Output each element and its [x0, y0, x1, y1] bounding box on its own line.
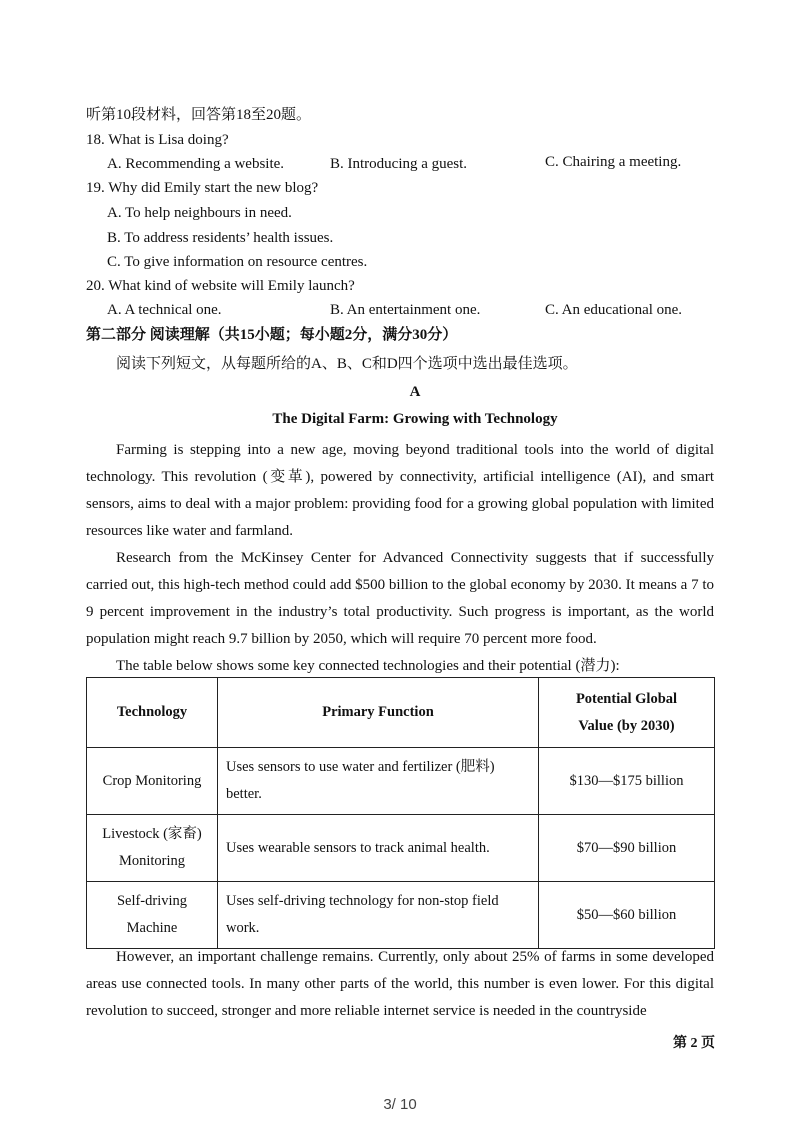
cell-technology: Crop Monitoring — [87, 748, 218, 815]
cell-value: $50—$60 billion — [539, 882, 715, 949]
table-header-row — [87, 678, 715, 748]
option-20-a: A. A technical one. — [107, 302, 222, 318]
paragraph-2: Research from the McKinsey Center for Advanced Connectivity suggests that if successfully carried out, this high-tech method could add $500 billion to the global economy by 2030. It means a 7 to 9 percent improvement in the industry’s total productivity. Such progress is important, as the world population might reach 9.7 billion by 2050, which will require 70 percent more food. — [86, 550, 714, 647]
option-18-c: C. Chairing a meeting. — [545, 154, 682, 170]
question-number: 20. — [86, 278, 105, 294]
table-intro: The table below shows some key connected technologies and their potential (潜力): — [116, 658, 620, 674]
header-technology: Technology — [87, 678, 218, 748]
question-text: What kind of website will Emily launch? — [108, 278, 355, 294]
table-row — [87, 748, 715, 815]
option-20-b: B. An entertainment one. — [330, 302, 481, 318]
question-number: 19. — [86, 180, 105, 196]
page-label: 第 2 页 — [673, 1036, 715, 1051]
cell-function: Uses sensors to use water and fertilizer (肥料) better. — [218, 748, 539, 815]
section-instruction: 听第10段材料，回答第18至20题。 — [86, 107, 312, 123]
option-18-b: B. Introducing a guest. — [330, 156, 468, 172]
header-function: Primary Function — [218, 678, 539, 748]
table-row — [87, 882, 715, 949]
header-value: Potential Global Value (by 2030) — [539, 678, 715, 748]
table-row — [87, 815, 715, 882]
cell-technology: Livestock (家畜) Monitoring — [87, 815, 218, 882]
option-19-c: C. To give information on resource centres. — [107, 254, 368, 270]
option-19-a: A. To help neighbours in need. — [107, 205, 292, 221]
paragraph-1: Farming is stepping into a new age, moving beyond traditional tools into the world of digital technology. This revolution (变革), powered by connectivity, artificial intelligence (AI), and smart sensors, aims to deal with a major problem: providing food for a growing global population with limited resources like water and farmland. — [86, 442, 714, 539]
technology-table — [86, 677, 715, 949]
cell-function: Uses wearable sensors to track animal health. — [218, 815, 539, 882]
question-text: What is Lisa doing? — [108, 132, 229, 148]
part2-instruction: 阅读下列短文，从每题所给的A、B、C和D四个选项中选出最佳选项。 — [116, 356, 578, 372]
question-number: 18. — [86, 132, 105, 148]
passage-letter: A — [409, 384, 421, 400]
question-20 — [86, 276, 355, 296]
option-20-c: C. An educational one. — [545, 302, 683, 318]
cell-value: $130—$175 billion — [539, 748, 715, 815]
passage-title: The Digital Farm: Growing with Technology — [272, 411, 558, 427]
cell-technology: Self-driving Machine — [87, 882, 218, 949]
closing-paragraph: However, an important challenge remains. Currently, only about 25% of farms in some developed areas use connected tools. In many other parts of the world, this number is even lower. For this digital revolution to succeed, stronger and more reliable internet service is needed in the countryside — [86, 949, 714, 1019]
page-counter: 3/ 10 — [383, 1096, 417, 1113]
question-18 — [86, 130, 229, 150]
part2-heading: 第二部分 阅读理解（共15小题；每小题2分，满分30分） — [86, 327, 458, 343]
option-19-b: B. To address residents’ health issues. — [107, 230, 334, 246]
option-18-a: A. Recommending a website. — [107, 156, 285, 172]
cell-function: Uses self-driving technology for non-stop field work. — [218, 882, 539, 949]
question-text: Why did Emily start the new blog? — [108, 180, 319, 196]
question-19 — [86, 178, 318, 198]
cell-value: $70—$90 billion — [539, 815, 715, 882]
